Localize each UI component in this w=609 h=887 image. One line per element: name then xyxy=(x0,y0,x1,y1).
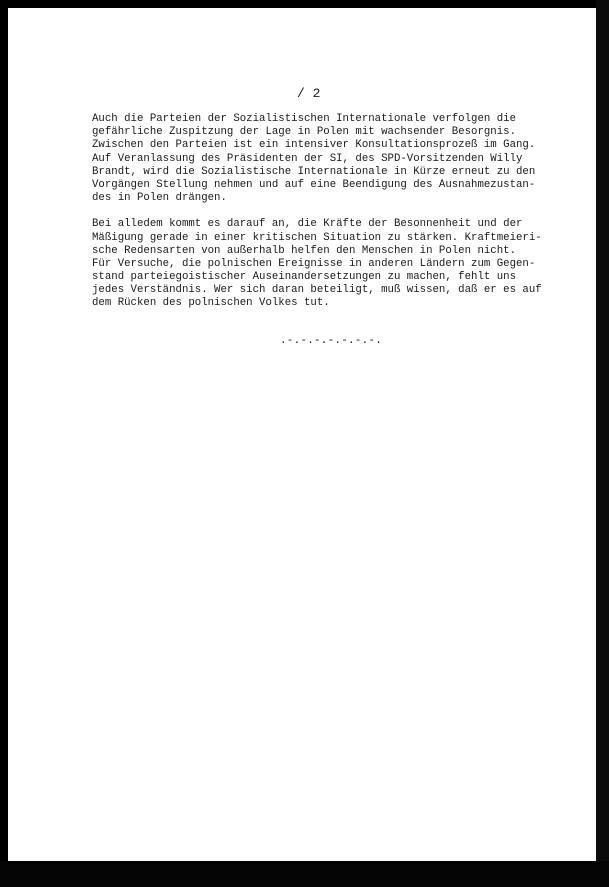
text-line: Vorgängen Stellung nehmen und auf eine Beendigung des Ausnahmezustan- xyxy=(92,178,536,191)
page-number: / 2 xyxy=(297,86,321,101)
text-line: Mäßigung gerade in einer kritischen Situation zu stärken. Kraftmeieri- xyxy=(92,231,542,244)
text-line: des in Polen drängen. xyxy=(92,192,227,205)
paragraph-moderation xyxy=(92,218,542,310)
document-body xyxy=(92,113,542,311)
text-line: stand parteiegoistischer Auseinandersetzungen zu machen, fehlt uns xyxy=(92,271,517,284)
text-line: sche Redensarten von außerhalb helfen den Menschen in Polen nicht. xyxy=(92,244,517,257)
text-line: Bei alledem kommt es darauf an, die Kräfte der Besonnenheit und der xyxy=(92,218,523,231)
text-line: Auch die Parteien der Sozialistischen Internationale verfolgen die xyxy=(92,113,517,125)
text-line: gefährliche Zuspitzung der Lage in Polen mit wachsender Besorgnis. xyxy=(92,126,517,139)
text-line: Auf Veranlassung des Präsidenten der SI, des SPD-Vorsitzenden Willy xyxy=(92,152,523,165)
text-line: Für Versuche, die polnischen Ereignisse in anderen Ländern zum Gegen- xyxy=(92,257,536,270)
scan-border-bottom xyxy=(0,861,609,887)
scan-border-right xyxy=(596,0,609,887)
text-line: Zwischen den Parteien ist ein intensiver Konsultationsprozeß im Gang. xyxy=(92,139,536,152)
text-line: Brandt, wird die Sozialistische Internationale in Kürze erneut zu den xyxy=(92,165,536,178)
text-line: jedes Verständnis. Wer sich daran beteiligt, muß wissen, daß er es auf xyxy=(92,284,542,297)
document-page xyxy=(8,8,596,861)
paragraph-socialist-international xyxy=(92,113,542,205)
text-line: dem Rücken des polnischen Volkes tut. xyxy=(92,297,330,310)
end-of-text-mark: .-.-.-.-.-.-.-. xyxy=(280,335,383,347)
